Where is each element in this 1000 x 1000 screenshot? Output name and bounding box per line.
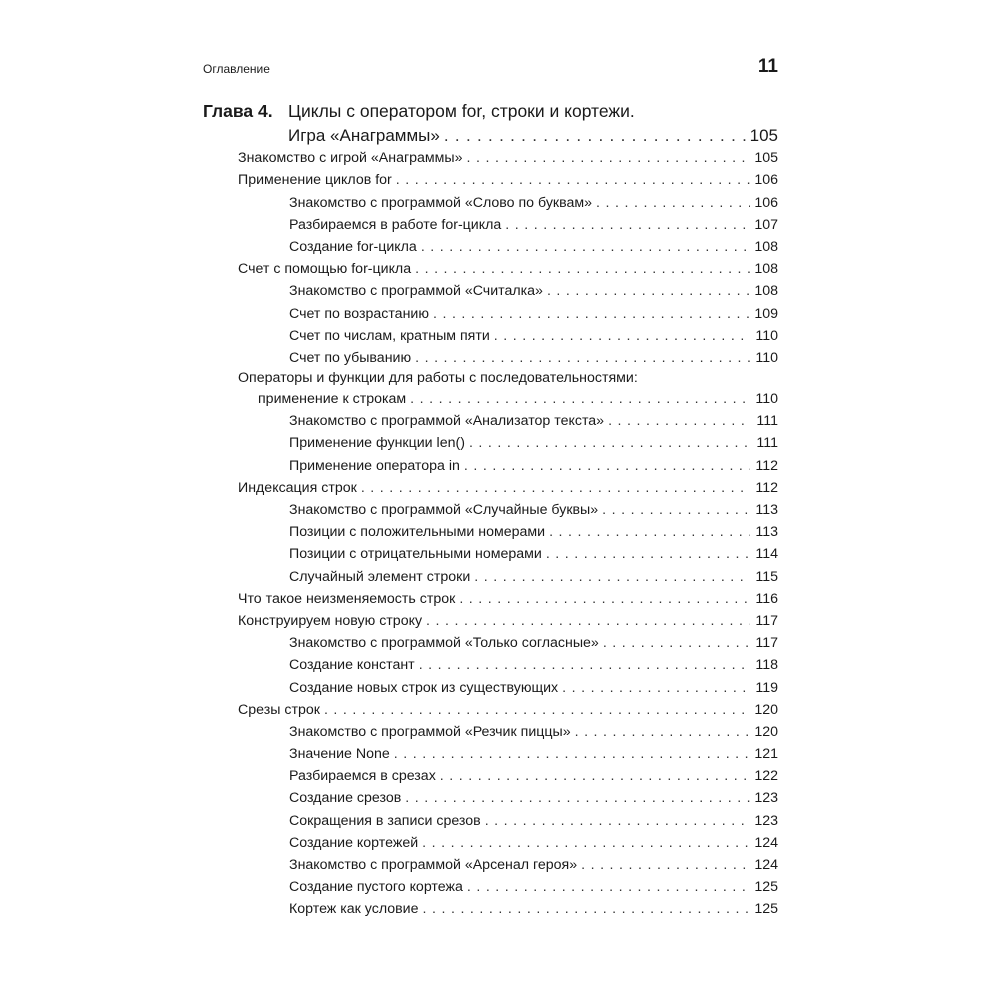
dot-leader xyxy=(405,787,750,809)
toc-entry[interactable] xyxy=(203,325,778,347)
toc-entry[interactable] xyxy=(203,432,778,454)
dot-leader xyxy=(467,876,750,898)
toc-entry-page: 110 xyxy=(755,327,778,344)
dot-leader xyxy=(467,147,750,169)
chapter-title: Циклы с оператором for, строки и кортежи. xyxy=(288,101,635,121)
toc-entry-page: 117 xyxy=(755,635,778,652)
toc-entry-page: 117 xyxy=(755,612,778,629)
dot-leader xyxy=(396,169,750,191)
dot-leader xyxy=(415,347,750,369)
dot-leader xyxy=(410,388,750,410)
toc-entry[interactable] xyxy=(203,214,778,236)
toc-entry[interactable] xyxy=(203,854,778,876)
toc-entry-text: Конструируем новую строку xyxy=(238,612,423,629)
toc-entry[interactable] xyxy=(203,410,778,432)
toc-entry-text: Счет по убыванию xyxy=(289,349,412,366)
toc-entry-text: Операторы и функции для работы с последовательностями: xyxy=(238,370,638,387)
toc-entry-text: Создание пустого кортежа xyxy=(289,879,463,896)
toc-entry-page: 125 xyxy=(754,879,778,896)
toc-entry-page: 124 xyxy=(754,857,778,873)
toc-entry-page: 108 xyxy=(754,283,778,300)
toc-entry-text: Счет с помощью for-цикла xyxy=(238,261,412,278)
toc-entry-page: 125 xyxy=(754,901,778,918)
toc-entry[interactable] xyxy=(203,543,778,565)
toc-entry-page: 109 xyxy=(754,305,778,322)
toc-entry-page: 111 xyxy=(756,435,778,452)
toc-entry[interactable] xyxy=(203,192,778,214)
toc-entry-page: 108 xyxy=(754,238,778,255)
toc-entry-text: Что такое неизменяемость строк xyxy=(238,590,456,607)
toc-entry-text: Создание новых строк из существующих xyxy=(289,679,559,696)
toc-entry[interactable] xyxy=(203,147,778,169)
toc-entry[interactable] xyxy=(203,832,778,854)
dot-leader xyxy=(485,810,750,832)
toc-entry[interactable] xyxy=(203,236,778,258)
dot-leader xyxy=(505,214,750,236)
running-header: Оглавление xyxy=(203,62,270,76)
toc-entry[interactable] xyxy=(203,699,778,721)
toc-entry[interactable] xyxy=(203,787,778,809)
toc-entry-page: 105 xyxy=(754,150,778,167)
toc-entry-page: 106 xyxy=(754,194,778,211)
toc-entry[interactable] xyxy=(203,521,778,543)
toc-entry[interactable] xyxy=(203,876,778,898)
toc-entry-text: Знакомство с программой «Случайные буквы» xyxy=(289,502,599,518)
dot-leader xyxy=(562,677,750,699)
dot-leader xyxy=(603,632,750,654)
dot-leader xyxy=(464,455,750,477)
toc-entry[interactable] xyxy=(203,258,778,280)
toc-entry-chapter[interactable] xyxy=(203,125,778,147)
toc-entry[interactable] xyxy=(203,388,778,410)
toc-entry-page: 112 xyxy=(755,479,778,496)
toc-entry-text: Знакомство с программой «Слово по буквам» xyxy=(289,194,593,211)
dot-leader xyxy=(433,303,750,325)
toc-entry-text: Срезы строк xyxy=(238,701,320,718)
toc-entry[interactable] xyxy=(203,898,778,920)
toc-entry-text: Позиции с отрицательными номерами xyxy=(289,546,542,563)
toc-entry-text: Создание кортежей xyxy=(289,834,419,851)
dot-leader xyxy=(426,610,750,632)
dot-leader xyxy=(394,743,750,765)
dot-leader xyxy=(444,125,746,147)
dot-leader xyxy=(581,854,750,876)
dot-leader xyxy=(546,543,750,565)
toc-entry[interactable] xyxy=(203,169,778,191)
toc-entry-page: 111 xyxy=(756,413,778,430)
page-number: 11 xyxy=(757,56,778,77)
dot-leader xyxy=(459,588,750,610)
toc-entry-text: Знакомство с программой «Только согласные» xyxy=(289,635,599,652)
toc-entry[interactable] xyxy=(203,610,778,632)
toc-entry-page: 115 xyxy=(755,568,778,585)
toc-entry[interactable] xyxy=(203,566,778,588)
toc-entry[interactable] xyxy=(203,280,778,302)
dot-leader xyxy=(469,432,750,454)
toc-entry-page: 123 xyxy=(754,790,778,807)
toc-entry-text: Применение оператора in xyxy=(289,457,460,474)
toc-entry-page: 116 xyxy=(755,590,778,607)
toc-entry-text: Разбираемся в срезах xyxy=(289,768,436,785)
toc-entry-page: 107 xyxy=(754,216,778,233)
toc-entry[interactable] xyxy=(203,347,778,369)
toc-entry-text: Знакомство с программой «Резчик пиццы» xyxy=(289,723,571,740)
toc-entry[interactable] xyxy=(203,303,778,325)
toc-entry-text: Индексация строк xyxy=(238,479,357,496)
toc-entry-page: 118 xyxy=(755,657,778,674)
toc-entry-text: Применение функции len() xyxy=(289,435,465,452)
toc-entry-page: 120 xyxy=(754,723,778,740)
toc-entry-text: Счет по числам, кратным пяти xyxy=(289,327,490,344)
toc-entry-text: Знакомство с программой «Анализатор текста» xyxy=(289,413,605,430)
chapter-heading xyxy=(203,101,635,122)
dot-leader xyxy=(575,721,750,743)
toc-entry-text: Создание for-цикла xyxy=(289,238,417,255)
dot-leader xyxy=(608,410,750,432)
toc-entry-page: 123 xyxy=(754,812,778,829)
dot-leader xyxy=(602,499,750,521)
toc-entry-text: Счет по возрастанию xyxy=(289,305,429,322)
toc-entry-text: Знакомство с программой «Арсенал героя» xyxy=(289,857,578,873)
toc-entry[interactable] xyxy=(203,632,778,654)
toc-entry-text: Разбираемся в работе for-цикла xyxy=(289,216,502,233)
toc-entry-text: Создание срезов xyxy=(289,790,402,807)
toc-entry-text: Значение None xyxy=(289,746,390,763)
toc-entry[interactable] xyxy=(203,743,778,765)
toc-entry[interactable] xyxy=(203,588,778,610)
toc-entry[interactable] xyxy=(203,369,778,388)
toc-entry-page: 110 xyxy=(755,391,778,408)
toc-entry[interactable] xyxy=(203,677,778,699)
toc-entry-page: 105 xyxy=(749,126,778,145)
toc-entry-text: Сокращения в записи срезов xyxy=(289,812,481,829)
dot-leader xyxy=(494,325,750,347)
dot-leader xyxy=(421,236,750,258)
toc-entry[interactable] xyxy=(203,765,778,787)
toc-entry-text: применение к строкам xyxy=(258,391,407,408)
toc-entry-text: Случайный элемент строки xyxy=(289,568,471,585)
toc-entry[interactable] xyxy=(203,721,778,743)
toc-entry[interactable] xyxy=(203,455,778,477)
dot-leader xyxy=(549,521,750,543)
toc-entry-page: 121 xyxy=(754,746,778,763)
toc-entry[interactable] xyxy=(203,477,778,499)
toc-entry-page: 113 xyxy=(755,502,778,518)
dot-leader xyxy=(423,898,750,920)
toc-entry-page: 124 xyxy=(754,834,778,851)
toc-entry-text: Применение циклов for xyxy=(238,172,392,189)
toc-entry-text: Знакомство с игрой «Анаграммы» xyxy=(238,150,463,167)
table-of-contents xyxy=(203,125,778,921)
dot-leader xyxy=(547,280,750,302)
toc-entry-text: Позиции с положительными номерами xyxy=(289,524,546,541)
toc-entry[interactable] xyxy=(203,810,778,832)
toc-entry-page: 106 xyxy=(754,172,778,189)
toc-entry-text: Создание констант xyxy=(289,657,415,674)
toc-entry[interactable] xyxy=(203,499,778,521)
toc-entry-page: 108 xyxy=(754,261,778,278)
dot-leader xyxy=(440,765,750,787)
toc-entry-text: Знакомство с программой «Считалка» xyxy=(289,283,543,300)
dot-leader xyxy=(474,566,750,588)
toc-entry-page: 112 xyxy=(755,457,778,474)
chapter-label: Глава 4. xyxy=(203,101,273,121)
dot-leader xyxy=(596,192,750,214)
toc-entry-text: Игра «Анаграммы» xyxy=(288,126,440,145)
dot-leader xyxy=(324,699,750,721)
toc-entry-page: 110 xyxy=(755,349,778,366)
dot-leader xyxy=(419,654,750,676)
dot-leader xyxy=(415,258,750,280)
toc-entry-text: Кортеж как условие xyxy=(289,901,419,918)
toc-entry-page: 122 xyxy=(754,768,778,785)
dot-leader xyxy=(361,477,750,499)
toc-entry-page: 119 xyxy=(755,679,778,696)
toc-entry-page: 113 xyxy=(755,524,778,541)
toc-entry-page: 114 xyxy=(755,546,778,563)
toc-entry-page: 120 xyxy=(754,701,778,718)
dot-leader xyxy=(422,832,750,854)
toc-entry[interactable] xyxy=(203,654,778,676)
